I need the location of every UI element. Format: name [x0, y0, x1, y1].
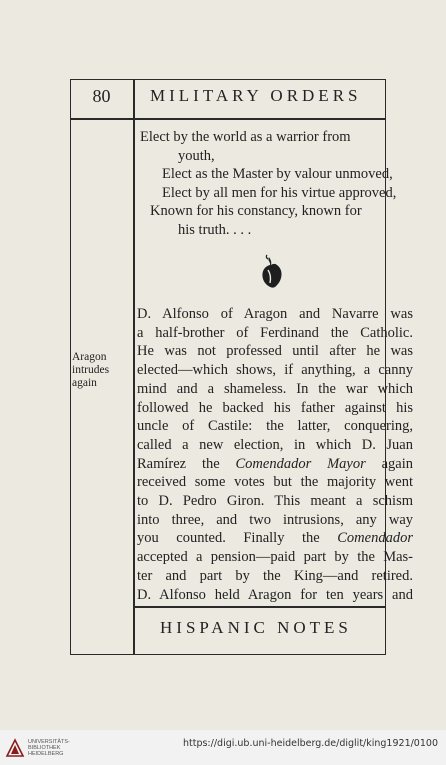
running-header: MILITARY ORDERS	[150, 86, 362, 105]
body-line: received some votes but the majority went	[137, 474, 413, 491]
library-name-line: HEIDELBERG	[28, 751, 64, 757]
body-line-text: again	[365, 455, 413, 472]
verse-line: his truth. . . .	[178, 221, 252, 238]
body-line: called a new election, in which D. Juan	[137, 436, 413, 453]
running-footer: HISPANIC NOTES	[160, 618, 352, 637]
body-line-text: Ramírez the	[137, 455, 236, 472]
body-line: accepted a pension—paid part by the Mas-	[137, 549, 413, 566]
margin-rule	[133, 79, 135, 655]
margin-note	[72, 351, 132, 390]
university-library-logo-icon	[5, 738, 25, 758]
source-url-link[interactable]: https://digi.ub.uni-heidelberg.de/diglit/king1921/0100	[182, 738, 438, 749]
leaf-ornament-icon	[253, 253, 293, 291]
verse-block	[140, 128, 412, 240]
library-name-line: BIBLIOTHEK	[28, 745, 61, 751]
margin-note-line: Aragon	[72, 351, 107, 363]
italic-term: Comendador	[337, 530, 413, 547]
verse-line: Known for his constancy, known for	[150, 203, 362, 220]
footer-rule	[133, 606, 386, 608]
library-name-line: UNIVERSITÄTS-	[28, 739, 70, 745]
body-line: into three, and two intrusions, any way	[137, 511, 413, 528]
body-line: ter and part by the King—and retired.	[137, 567, 413, 584]
body-line: mind and a shameless. In the war which	[137, 380, 413, 397]
header-rule	[70, 118, 386, 120]
body-line	[137, 529, 413, 548]
body-line: to D. Pedro Giron. This meant a schism	[137, 493, 413, 510]
verse-line: Elect by the world as a warrior from	[140, 129, 351, 145]
body-line	[137, 455, 413, 474]
body-text	[137, 305, 413, 604]
verse-line: Elect by all men for his virtue approved,	[162, 184, 397, 201]
body-line: D. Alfonso of Aragon and Navarre was	[137, 306, 413, 322]
body-line: followed he backed his father against his	[137, 399, 413, 416]
library-name	[28, 739, 70, 757]
body-line: He was not professed until after he was	[137, 343, 413, 360]
verse-line: Elect as the Master by valour unmoved,	[162, 166, 393, 183]
italic-term: Comendador Mayor	[235, 455, 366, 472]
margin-note-line: again	[72, 377, 97, 389]
body-line: uncle of Castile: the latter, conquering,	[137, 418, 413, 435]
body-line: elected—which shows, if anything, a canny	[137, 362, 413, 379]
body-line-text: you counted. Finally the	[137, 530, 338, 547]
verse-line: youth,	[178, 147, 215, 164]
page-number: 80	[92, 86, 111, 106]
margin-note-line: intrudes	[72, 364, 110, 376]
body-line: D. Alfonso held Aragon for ten years and	[137, 586, 413, 603]
body-line: a half-brother of Ferdinand the Catholic.	[137, 324, 413, 341]
